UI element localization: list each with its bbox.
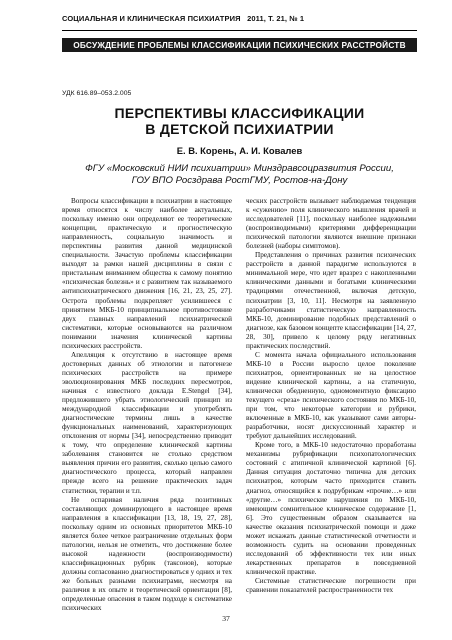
section-heading: ОБСУЖДЕНИЕ ПРОБЛЕМЫ КЛАССИФИКАЦИИ ПСИХИЧЕСКИХ РАССТРОЙСТВ <box>62 38 417 52</box>
text-column-left <box>62 197 232 613</box>
paragraph: С момента начала официального использования МКБ-10 в России выросло целое поколение психиатров, ориентированных не на целостное видение клинической картины, а на статичную, клинически обедненную, одномоментную фиксацию текущего «среза» психического состояния по МКБ-10, при том, что некоторые категории и рубрики, включенные в МКБ-10, как указывают сами авторы-разработчики, носят дискуссионный характер и требуют дальнейших исследований. <box>246 350 416 441</box>
paragraph: ческих расстройств вызывает наблюдаемая тенденция к «сужению» поля клинического мышления врачей и исследователей [11], поскольку наиболее надежными (воспроизводимыми) критериями дифференциации психической патологии являются внешние признаки болезней (наборы симптомов). <box>246 197 416 251</box>
paragraph: Системные статистические погрешности при сравнении показателей распространенности тех <box>246 576 416 595</box>
header-rule <box>62 30 417 31</box>
article-title-line: ПЕРСПЕКТИВЫ КЛАССИФИКАЦИИ <box>114 105 365 121</box>
article-title <box>62 105 417 137</box>
page-number: 37 <box>222 614 230 623</box>
article-title-line: В ДЕТСКОЙ ПСИХИАТРИИ <box>145 121 334 137</box>
paragraph: Представления о причинах развития психических расстройств в данной парадигме используются в минимальной мере, что идет вразрез с накопленными клиническими данными и богатыми клиническими традициями отечественной, включая детскую, психиатрии [3, 10, 11]. Несмотря на заявленную разработчиками статистическую направленность МКБ-10, доминирование подобных представлений о диагнозе, как базовом концепте классификации [14, 27, 28, 30], привело к целому ряду негативных практических последствий. <box>246 251 416 350</box>
affiliation-line: ФГУ «Московский НИИ психиатрии» Минздравсоцразвития России, <box>85 163 394 174</box>
paragraph: Вопросы классификации в психиатрии в настоящее время относятся к числу наиболее актуальных, поскольку именно они определяют ее теоретические концепции, практическую и прогностическую направленность, социальную значимость и перспективы развития данной медицинской специальности. Зачастую проблемы классификации выходят за рамки нашей дисциплины в связи с пристальным вниманием общества к самому понятию «психическая болезнь» и с развитием так называемого антипсихиатрического движения [16, 21, 23, 25, 27]. Острота проблемы подкрепляет усилившееся с принятием МКБ-10 принципиальное противостояние двух главных направлений психиатрической систематики, которые основываются на различном понимании значения клинической картины психических расстройств. <box>62 197 232 350</box>
journal-running-header <box>62 14 417 23</box>
paragraph: Кроме того, в МКБ-10 недостаточно проработаны механизмы рубрификации психопатологических состояний с атипичной клинической картиной [6]. Данная ситуация достаточно типична для детских психиатров, которым часто приходится ставить диагноз, относящийся к подрубрикам «прочие…» или «другие…» психические нарушения по МКБ-10, имеющим сомнительное клиническое содержание [1, 6]. Это существенным образом сказывается на качестве оказания психиатрической помощи и даже может искажать данные статистической отчетности и возможность судить на основании проведенных исследований об эффективности тех или иных лекарственных препаратов в повседневной клинической практике. <box>246 441 416 576</box>
journal-name: СОЦИАЛЬНАЯ И КЛИНИЧЕСКАЯ ПСИХИАТРИЯ <box>62 14 241 23</box>
journal-issue: 2011, Т. 21, № 1 <box>247 14 305 23</box>
udc-code: УДК 616.89–053.2.005 <box>62 90 132 97</box>
article-affiliation <box>62 163 417 186</box>
article-authors: Е. В. Корень, А. И. Ковалев <box>176 145 303 156</box>
paragraph: Апелляция к отсутствию в настоящее время достоверных данных об этиологии и патогенезе психических расстройств на примере эволюционирования МКБ последних пересмотров, начиная с известного доклада E.Stengel [34], предложившего убрать этиологический принцип из международной классификации и употреблять диагностические термины лишь в качестве функциональных наименований, характеризующих отклонения от нормы [34], непосредственно приводит к тому, что определение клинической картины заболевания становится не столько средством выявления причин его развития, сколько целью самого диагностического процесса, который направлен прежде всего на решение практических задач статистики, терапии и т.п. <box>62 350 232 495</box>
text-column-right <box>246 197 416 595</box>
affiliation-line: ГОУ ВПО Росздрава РостГМУ, Ростов-на-Дону <box>131 174 348 186</box>
paragraph: Не оспаривая наличия ряда позитивных составляющих доминирующего в настоящее время направления в классификации [13, 18, 19, 27, 28], поскольку одним из основных приоритетов МКБ-10 является более четкое разграничение отдельных форм патологии, нельзя не отметить, что достижение более высокой надежности (воспроизводимости) классификационных рубрик (таксонов), которые должны согласованно диагностироваться у одних и тех же больных разными психиатрами, несмотря на различия в их опыте и теоретической ориентации [8], определенные опасения в таком подходе к систематике психических <box>62 495 232 613</box>
